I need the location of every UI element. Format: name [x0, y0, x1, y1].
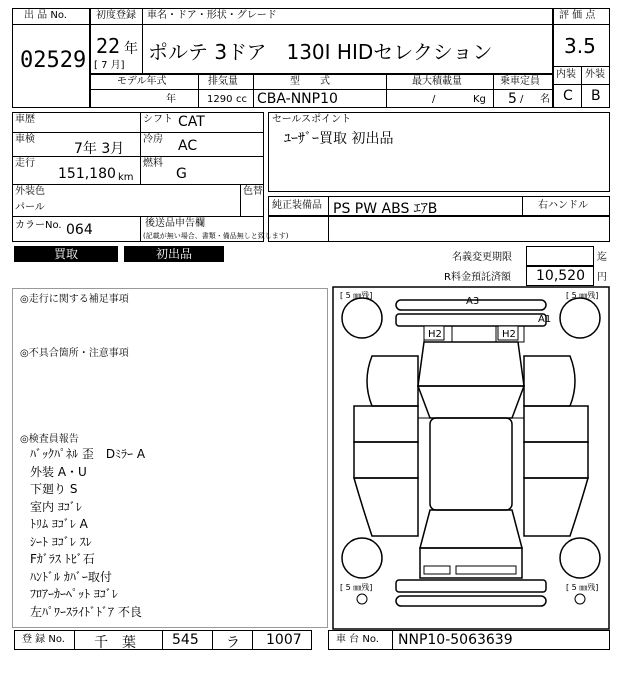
lot-label: 出 品 No. — [24, 10, 67, 21]
recycle-unit: 円 — [597, 272, 607, 283]
ac-value: AC — [178, 138, 198, 154]
car-desc-label: 車名・ドア・形状・グレード — [147, 10, 277, 21]
mileage-unit: km — [118, 172, 134, 183]
inspector-report-line: 下廻り S — [30, 482, 78, 496]
lot-number: 02529 — [20, 48, 87, 73]
tag-hatsushuppin: 初出品 — [124, 246, 224, 262]
sales-point-value: ﾕｰｻﾞｰ買取 初出品 — [284, 131, 394, 147]
ac-label: 冷房 — [143, 134, 163, 145]
inspector-report-line: Fｶﾞﾗｽ ﾄﾋﾞ石 — [30, 552, 95, 566]
docs-label: 後送品申告欄 — [145, 218, 205, 229]
rear-window — [420, 510, 522, 548]
displacement-label: 排気量 — [208, 76, 238, 87]
rear-quarter-right — [524, 478, 588, 536]
tire-front-left-text: [ 5 ㎜残] — [340, 291, 373, 300]
reg-kana: ラ — [226, 635, 240, 651]
rear-valance — [396, 596, 546, 606]
chassis-no: NNP10-5063639 — [398, 632, 513, 648]
inspector-label: ◎検査員報告 — [20, 434, 79, 445]
driving-notes-label: ◎走行に関する補足事項 — [20, 294, 129, 305]
sales-point-label: セールスポイント — [272, 114, 352, 125]
damage-mark-h2-right: H2 — [502, 329, 516, 340]
wheel-front-right — [560, 298, 600, 338]
handle-value: 右ハンドル — [538, 200, 588, 211]
color-label: 外装色 — [15, 186, 45, 197]
tire-rear-left-text: [ 5 ㎜残] — [340, 583, 373, 592]
rear-quarter-left — [354, 478, 418, 536]
displacement-value: 1290 — [207, 94, 233, 105]
capacity-label: 乗車定員 — [500, 76, 540, 87]
inspector-report-line: 外装 A・U — [30, 464, 87, 479]
door-rear-left — [354, 442, 418, 478]
chassis-label: 車 台 No. — [336, 634, 379, 645]
reg-area: 千 葉 — [94, 635, 136, 651]
mileage-value: 151,180 — [58, 166, 116, 182]
max-load-label: 最大積載量 — [412, 76, 462, 87]
mileage-label: 走行 — [15, 158, 35, 169]
shift-value: CAT — [178, 114, 205, 130]
model-year-unit: 年 — [166, 94, 176, 105]
name-change-box — [526, 246, 594, 266]
name-change-unit: 迄 — [597, 252, 607, 263]
max-load-unit: Kg — [473, 94, 486, 105]
reg-no-label: 登 録 No. — [22, 634, 65, 645]
defects-label: ◎不具合箇所・注意事項 — [20, 348, 129, 359]
inspection-value: 7年 3月 — [74, 141, 125, 157]
capacity-sep: / — [520, 94, 524, 105]
damage-mark-a1: A1 — [538, 314, 552, 325]
wheel-front-left — [342, 298, 382, 338]
damage-mark-a3: A3 — [466, 296, 480, 307]
inspector-report-list — [30, 446, 320, 621]
interior-grade: C — [563, 88, 573, 104]
wheel-rear-right — [560, 538, 600, 578]
inspector-report-line: ｼｰﾄ ﾖｺﾞﾚ ｽﾚ — [30, 534, 92, 549]
shift-label: シフト — [143, 114, 173, 125]
spare-wheel-left — [357, 594, 367, 604]
first-reg-month: [ 7 月] — [94, 60, 125, 71]
first-reg-label: 初度登録 — [96, 10, 136, 21]
spare-wheel-right — [575, 594, 585, 604]
inspector-report-line: 左ﾊﾟﾜｰｽﾗｲﾄﾞﾄﾞｱ 不良 — [30, 604, 142, 619]
fuel-value: G — [176, 166, 187, 182]
name-change-label: 名義変更期限 — [452, 252, 512, 263]
inspector-report-line: ﾊﾞｯｸﾊﾟﾈﾙ 歪 Dﾐﾗｰ A — [30, 447, 146, 461]
reg-class: 545 — [172, 632, 199, 648]
inspector-report-line: 室内 ﾖｺﾞﾚ — [30, 499, 82, 514]
door-front-left — [354, 406, 418, 442]
reg-number: 1007 — [266, 632, 302, 648]
inspector-report-line: ﾄﾘﾑ ﾖｺﾞﾚ A — [30, 517, 88, 531]
model-code: CBA-NNP10 — [257, 91, 338, 107]
exterior-grade: B — [591, 88, 601, 104]
windshield — [418, 386, 524, 418]
docs-note: (記載が無い場合、書類・備品無しと致します) — [143, 232, 289, 240]
first-reg-year-unit: 年 — [124, 41, 138, 57]
door-rear-right — [524, 442, 588, 478]
exterior-label: 外装 — [585, 69, 605, 80]
front-grille — [396, 314, 546, 326]
recolor-label: 色替 — [243, 186, 263, 197]
roof — [430, 418, 512, 510]
wheel-rear-left — [342, 538, 382, 578]
capacity-value: 5 — [508, 91, 517, 107]
displacement-unit: cc — [236, 94, 247, 105]
tire-rear-right-text: [ 5 ㎜残] — [566, 583, 599, 592]
history-label: 車歴 — [15, 114, 35, 125]
model-year-label: モデル年式 — [117, 76, 167, 87]
color-no-label: カラーNo. — [15, 220, 62, 231]
hood — [418, 342, 524, 386]
front-fender-left — [367, 356, 418, 406]
max-load-value: / — [432, 94, 436, 105]
color-value: パール — [15, 202, 45, 213]
fuel-label: 燃料 — [143, 158, 163, 169]
inspection-label: 車検 — [15, 134, 35, 145]
equipment-label: 純正装備品 — [272, 200, 322, 211]
extra-box — [268, 216, 610, 242]
capacity-unit: 名 — [540, 94, 550, 105]
rating-label: 評 価 点 — [559, 10, 596, 21]
recycle-label: R料金預託済額 — [444, 272, 511, 283]
front-fender-right — [524, 356, 575, 406]
recycle-value: 10,520 — [536, 268, 585, 284]
rating-value: 3.5 — [564, 34, 596, 58]
damage-mark-h2-left: H2 — [428, 329, 442, 340]
door-front-right — [524, 406, 588, 442]
first-reg-year: 22 — [96, 34, 121, 58]
model-label: 型 式 — [290, 76, 330, 87]
inspector-report-line: ﾌﾛｱｰｶｰﾍﾟｯﾄ ﾖｺﾞﾚ — [30, 587, 118, 601]
car-name: ポルテ 3ドア 130I HIDセレクション — [148, 40, 493, 64]
color-no-value: 064 — [66, 222, 93, 238]
rear-garnish — [456, 566, 516, 574]
rear-bumper — [396, 580, 546, 592]
tag-kaitori: 買取 — [14, 246, 118, 262]
interior-label: 内装 — [556, 69, 576, 80]
inspector-report-line: ﾊﾝﾄﾞﾙ ｶﾊﾞｰ取付 — [30, 569, 112, 584]
equipment-value: PS PW ABS ｴｱB — [333, 201, 438, 217]
license-plate — [424, 566, 450, 574]
car-body-diagram — [332, 286, 610, 630]
tire-front-right-text: [ 5 ㎜残] — [566, 291, 599, 300]
